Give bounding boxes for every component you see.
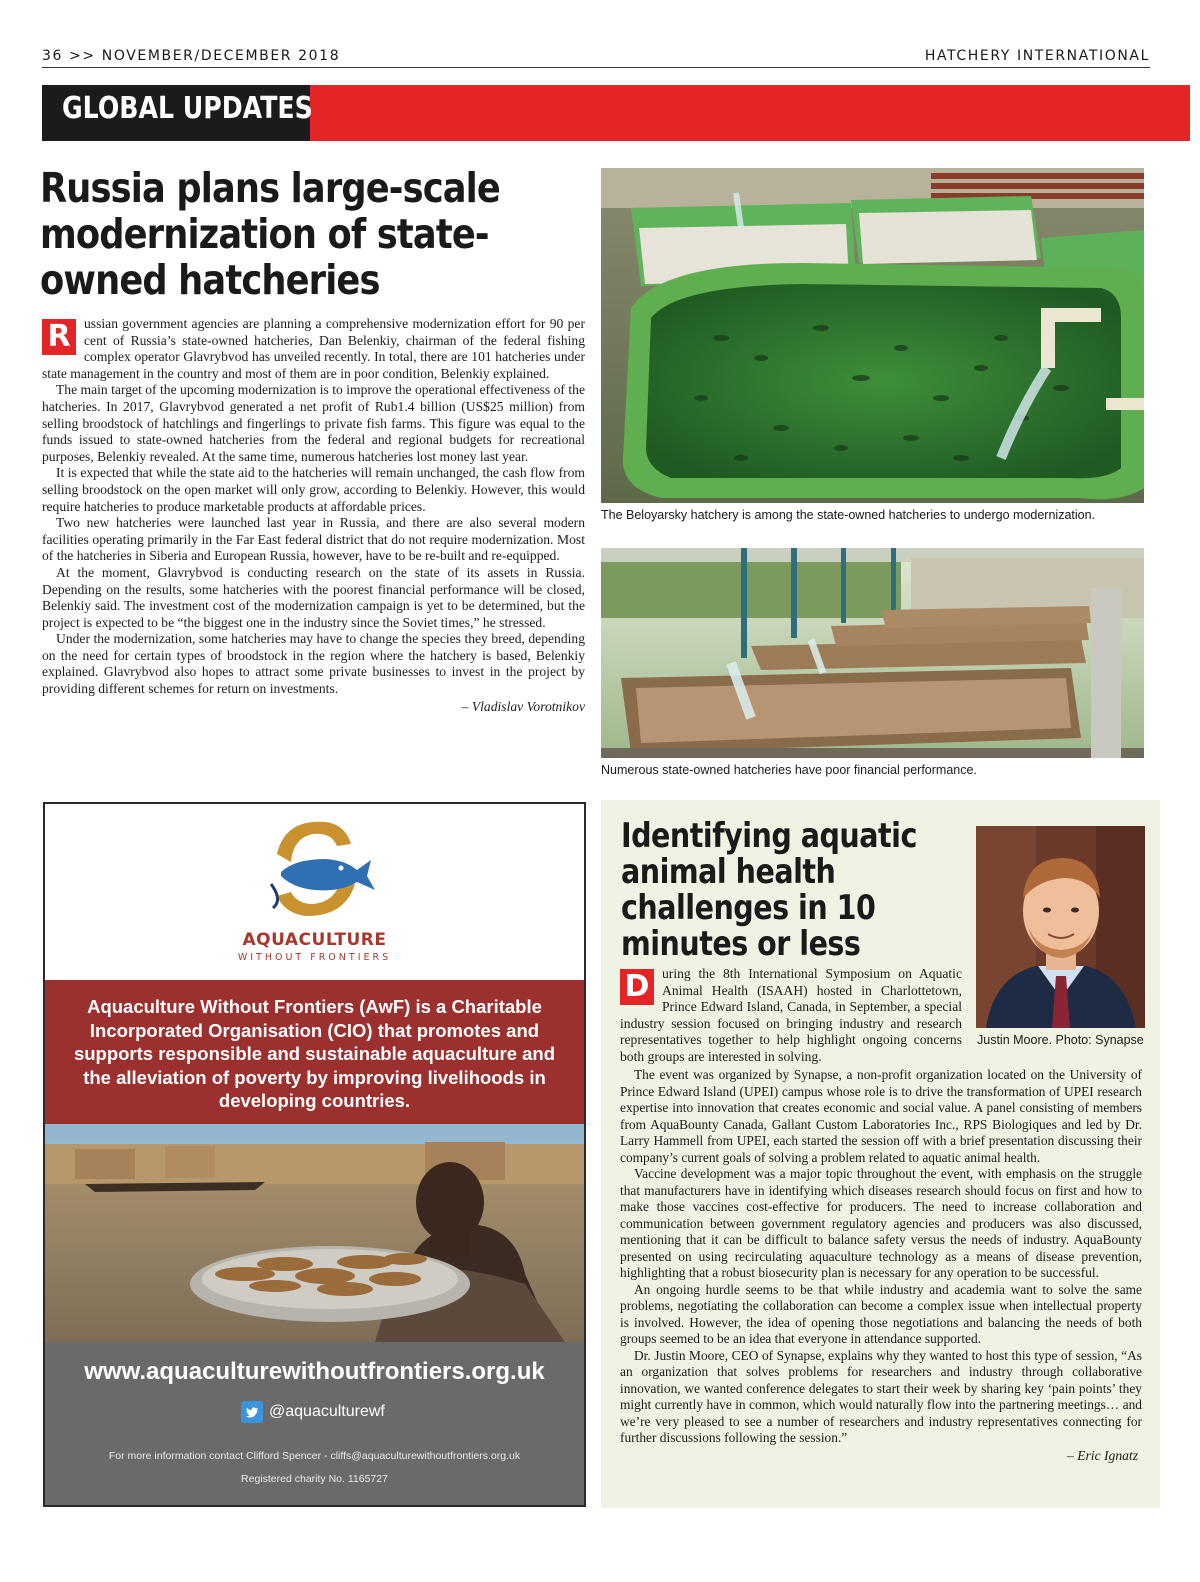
article-2-panel: [601, 800, 1160, 1508]
running-header: [42, 46, 1150, 68]
article-2-paragraph: Vaccine development was a major topic throughout the event, with emphasis on the struggle that manufacturers have in identifying which diseases research should focus on first and how to make those vaccines cost-effective for producers. The need to increase collaboration and communication between government regulatory agencies and producers was also discussed, mentioning that it can be difficult to balance safety versus the needs of industry. AquaBounty presented on using recirculating aquaculture technology as a means of disease prevention, highlighting that a robust biosecurity plan is necessary for any operation to be successful.: [620, 1166, 1142, 1280]
ad-brand-sub: WITHOUT FRONTIERS: [237, 952, 392, 963]
twitter-icon: [241, 1401, 263, 1423]
ad-mission-panel: [45, 980, 584, 1124]
aquaculture-ad[interactable]: [43, 802, 586, 1507]
ad-twitter-link[interactable]: [241, 1400, 385, 1424]
article-1-paragraph: Two new hatcheries were launched last year in Russia, and there are also several modern facilities operating primarily in the Far East federal district that do not require modernization. Most of the hatcheries in Siberia and European Russia, however, have to be re-built and re-equipped.: [42, 515, 585, 564]
section-label: GLOBAL UPDATES: [62, 91, 313, 126]
article-1-byline: – Vladislav Vorotnikov: [461, 698, 585, 714]
article-2-dropcap: D: [620, 969, 654, 1005]
ad-photo-child-with-fish: [45, 1124, 584, 1342]
hatchery-tanks-illustration: [601, 168, 1144, 503]
tank-row-illustration: [601, 548, 1144, 758]
twitter-handle: @aquaculturewf: [269, 1403, 385, 1420]
ad-charity-number: Registered charity No. 1165727: [241, 1473, 388, 1485]
article-1-paragraph: R ussian government agencies are planning a comprehensive modernization effort for 90 per cent of Russia’s state-owned hatcheries, Dan Belenkiy, chairman of the federal fishing complex operator Glavrybvod has unveiled recently. In total, there are 101 hatcheries under state management in the country and most of them are in poor condition, Belenkiy explained.: [42, 316, 585, 381]
section-tag: [42, 85, 313, 141]
article-2-paragraph: The event was organized by Synapse, a non-profit organization located on the University of Prince Edward Island (UPEI) campus whose role is to drive the transformation of UPEI research expertise into innovation that creates economic and social value. A panel consisting of members from AquaBounty Canada, Gallant Custom Laboratories Inc., RPS Biologiques and led by Dr. Larry Hammell from UPEI, each started the session off with a brief presentation discussing their company’s current goals of solving a problem related to aquatic animal health.: [620, 1067, 1142, 1165]
ad-contact-info: For more information contact Clifford Spencer - cliffs@aquaculturewithoutfrontiers.org.uk: [108, 1450, 521, 1462]
article-2-intro: D uring the 8th International Symposium on Aquatic Animal Health (ISAAH) hosted in Charlottetown, Prince Edward Island, Canada, in September, a special industry session focused on bringing industry and research representatives together to help highlight ongoing concerns both groups are interested in solving.: [620, 966, 962, 1064]
article-2-headline: Identifying aquatic animal health challenges in 10 minutes or less: [621, 816, 917, 964]
ad-website-link[interactable]: www.aquaculturewithoutfrontiers.org.uk: [84, 1358, 545, 1385]
portrait-caption: Justin Moore. Photo: Synapse: [977, 1033, 1144, 1047]
ad-mission-text: Aquaculture Without Frontiers (AwF) is a Charitable Incorporated Organisation (CIO) that promotes and supports responsible and sustainable aquaculture and the alleviation of poverty by improving livelihoods in developing countries.: [73, 996, 556, 1111]
fish-hands-logo-icon: [45, 804, 584, 924]
ad-brand-name: AQUACULTURE: [242, 930, 387, 950]
article-2-byline: – Eric Ignatz: [1067, 1447, 1138, 1463]
portrait-illustration: [976, 826, 1145, 1028]
ad-contact-panel: [45, 1342, 584, 1507]
article-1-body: [42, 316, 585, 715]
child-fish-tray-illustration: [45, 1124, 584, 1342]
article-1-paragraph: The main target of the upcoming modernization is to improve the operational effectiveness of the hatcheries. In 2017, Glavrybvod generated a net profit of Rub1.4 billion (US$25 million) from selling broodstock of hatchlings and fingerlings to private fish farms. This figure was equal to the funds issued to state-owned hatcheries from the federal and regional budgets for recreational purposes, Belenkiy revealed. At the same time, numerous hatcheries lost money last year.: [42, 382, 585, 464]
article-2-body: [620, 1067, 1142, 1465]
publication-name: HATCHERY INTERNATIONAL: [924, 48, 1150, 64]
article-1-headline: Russia plans large-scale modernization of state-owned hatcheries: [40, 164, 500, 304]
article-2-paragraph: Dr. Justin Moore, CEO of Synapse, explains why they wanted to host this type of session, “As an organization that solves problems for researchers and industry through collaborative innovation, we wanted conference delegates to start their week by sharing key ‘pain points’ they might currently have in common, which would naturally flow into the partnering meetings… and we’re very pleased to see a number of researchers and industry representatives connecting for further discussions following the session.”: [620, 1347, 1142, 1445]
photo-1-caption: The Beloyarsky hatchery is among the state-owned hatcheries to undergo modernization.: [601, 508, 1096, 522]
issue-info: 36 >> NOVEMBER/DECEMBER 2018: [42, 48, 341, 64]
ad-logo-area: [45, 804, 584, 980]
hatchery-tanks-photo: [601, 168, 1144, 503]
article-1-paragraph: It is expected that while the state aid to the hatcheries will remain unchanged, the cash flow from selling broodstock on the open market will only grow, according to Belenkiy. However, this would require hatcheries to produce marketable products at affordable prices.: [42, 465, 585, 514]
article-1-paragraph: At the moment, Glavrybvod is conducting research on the state of its assets in Russia. Depending on the results, some hatcheries with the poorest financial performance will be closed, Belenkiy said. The investment cost of the modernization campaign is yet to be determined, but the project is expected to be “the biggest one in the industry since the Soviet times,” he stressed.: [42, 564, 585, 630]
article-1-paragraph: Under the modernization, some hatcheries may have to change the species they breed, depending on the need for certain types of broodstock in the region where the hatchery is based, Belenkiy explained. Glavrybvod also hopes to attract some private businesses to invest in the project by providing different schemes for return on investments.: [42, 631, 585, 697]
article-1-dropcap: R: [42, 319, 76, 355]
portrait-photo: [976, 826, 1145, 1028]
article-2-paragraph: An ongoing hurdle seems to be that while industry and academia want to solve the same problems, negotiating the collaboration can become a complex issue when intellectual property is involved. However, the idea of opening those negotiations and balancing the needs of both groups seemed to be an idea that everyone in attendance supported.: [620, 1281, 1142, 1346]
tank-row-photo: [601, 548, 1144, 758]
section-banner: [42, 85, 1190, 141]
photo-2-caption: Numerous state-owned hatcheries have poor financial performance.: [601, 763, 977, 777]
